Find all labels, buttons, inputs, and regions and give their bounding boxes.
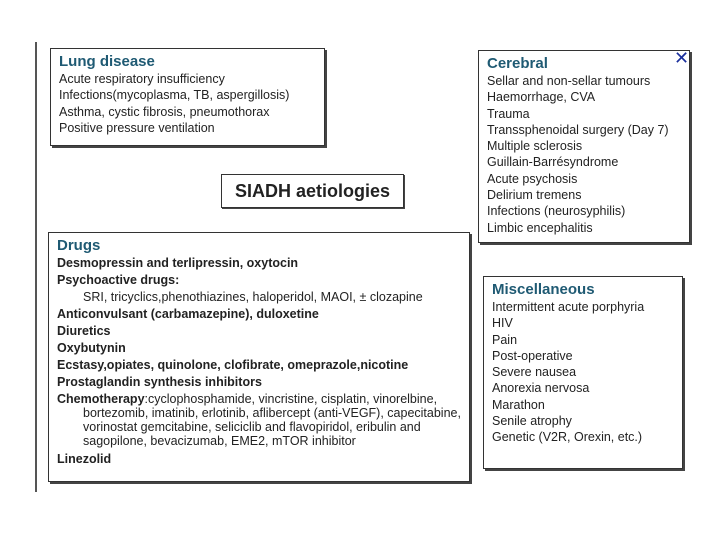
list-item: Acute psychosis: [487, 171, 578, 186]
lung-heading: Lung disease: [59, 53, 155, 70]
miscellaneous-box: [483, 276, 683, 469]
list-item: Post-operative: [492, 348, 573, 363]
list-item: Multiple sclerosis: [487, 139, 583, 154]
list-item: Prostaglandin synthesis inhibitors: [57, 375, 262, 389]
list-item: Oxybutynin: [57, 341, 126, 355]
chemo-label: Chemotherapy: [57, 392, 145, 406]
lung-disease-box: [50, 48, 325, 146]
cerebral-box: [478, 50, 690, 243]
page-title: SIADH aetiologies: [221, 174, 404, 208]
list-item: Pain: [492, 332, 518, 347]
list-item: Trauma: [487, 106, 530, 121]
drugs-heading: Drugs: [57, 237, 101, 254]
list-item: Guillain-Barrésyndrome: [487, 155, 619, 170]
list-item: Genetic (V2R, Orexin, etc.): [492, 430, 643, 445]
list-item: Diuretics: [57, 324, 111, 338]
list-item: Linezolid: [57, 452, 112, 466]
list-item: Delirium tremens: [487, 188, 582, 203]
list-item: Ecstasy,opiates, quinolone, clofibrate, omeprazole,nicotine: [57, 358, 409, 372]
list-item: HIV: [492, 316, 513, 331]
list-item: Anorexia nervosa: [492, 381, 590, 396]
list-item: Transsphenoidal surgery (Day 7): [487, 122, 669, 137]
list-item: Infections (neurosyphilis): [487, 204, 626, 219]
chemo-text: :cyclophosphamide, vincristine, cisplatin, vinorelbine, bortezomib, imatinib, erlotinib, aflibercept (anti-VEGF), capecitabine, vorinostat gemcitabine, seliciclib and flavopiridol, eribulin and sagopilone, bevacizumab, EME2, mTOR inhibitor: [83, 392, 461, 448]
list-item: Positive pressure ventilation: [59, 120, 215, 135]
list-item: Desmopressin and terlipressin, oxytocin: [57, 256, 299, 270]
close-icon[interactable]: ✕: [674, 48, 690, 68]
list-item: Senile atrophy: [492, 414, 572, 429]
list-item: Limbic encephalitis: [487, 220, 593, 235]
chemotherapy-item: [57, 392, 461, 448]
list-item: SRI, tricyclics,phenothiazines, haloperidol, MAOI, ± clozapine: [83, 290, 423, 304]
drugs-box: [48, 232, 470, 482]
list-item: Anticonvulsant (carbamazepine), duloxetine: [57, 307, 319, 321]
list-item: Acute respiratory insufficiency: [59, 72, 225, 86]
misc-heading: Miscellaneous: [492, 281, 595, 298]
list-item: Sellar and non-sellar tumours: [487, 74, 651, 88]
list-item: Infections(mycoplasma, TB, aspergillosis): [59, 88, 290, 103]
cerebral-heading: Cerebral: [487, 55, 548, 72]
divider-line: [35, 42, 37, 492]
list-item: Marathon: [492, 397, 545, 412]
list-item: Intermittent acute porphyria: [492, 300, 645, 314]
list-item: Haemorrhage, CVA: [487, 90, 596, 105]
list-item: Psychoactive drugs:: [57, 273, 180, 287]
list-item: Asthma, cystic fibrosis, pneumothorax: [59, 104, 270, 119]
list-item: Severe nausea: [492, 365, 577, 380]
